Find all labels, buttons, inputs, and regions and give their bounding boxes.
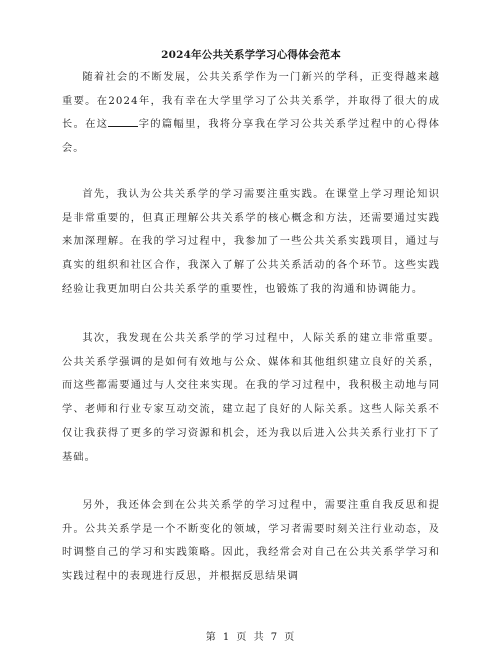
paragraph-relationships: 其次，我发现在公共关系学的学习过程中，人际关系的建立非常重要。公共关系学强调的是如何有效地与公众、媒体和其他组织建立良好的关系，而这些都需要通过与人交往来实现。在我的学习过程中，我积极主动地与同学、老师和行业专家互动交流，建立起了良好的人际关系。这些人际关系不仅让我获得了更多的学习资源和机会，还为我以后进入公共关系行业打下了基础。 bbox=[62, 333, 440, 463]
paragraph-reflection: 另外，我还体会到在公共关系学的学习过程中，需要注重自我反思和提升。公共关系学是一个不断变化的领域，学习者需要时刻关注行业动态，及时调整自己的学习和实践策略。因此，我经常会对自己在公共关系学学习和实践过程中的表现进行反思，并根据反思结果调 bbox=[62, 500, 440, 583]
page-number-footer: 第 1 页 共 7 页 bbox=[205, 632, 297, 643]
paragraph-intro-text-start: 随着社会的不断发展，公共关系学作为一门新兴的学科，正变得越来越重要。在2024年，我有幸在大学里学习了公共关系学，并取得了很大的成长。在这 bbox=[62, 72, 440, 131]
document-title: 2024年公共关系学学习心得体会范本 bbox=[161, 49, 341, 61]
paragraph-intro-text-end: 字的篇幅里，我将分享我在学习公共关系学过程中的心得体会。 bbox=[62, 119, 440, 155]
paragraph-intro bbox=[62, 66, 440, 161]
fill-in-blank bbox=[108, 117, 138, 127]
paragraph-practice: 首先，我认为公共关系学的学习需要注重实践。在课堂上学习理论知识是非常重要的，但真正理解公共关系学的核心概念和方法，还需要通过实践来加深理解。在我的学习过程中，我参加了一些公共关系实践项目，通过与真实的组织和社区合作，我深入了解了公共关系活动的各个环节。这些实践经验让我更加明白公共关系学的重要性，也锻炼了我的沟通和协调能力。 bbox=[62, 189, 440, 295]
